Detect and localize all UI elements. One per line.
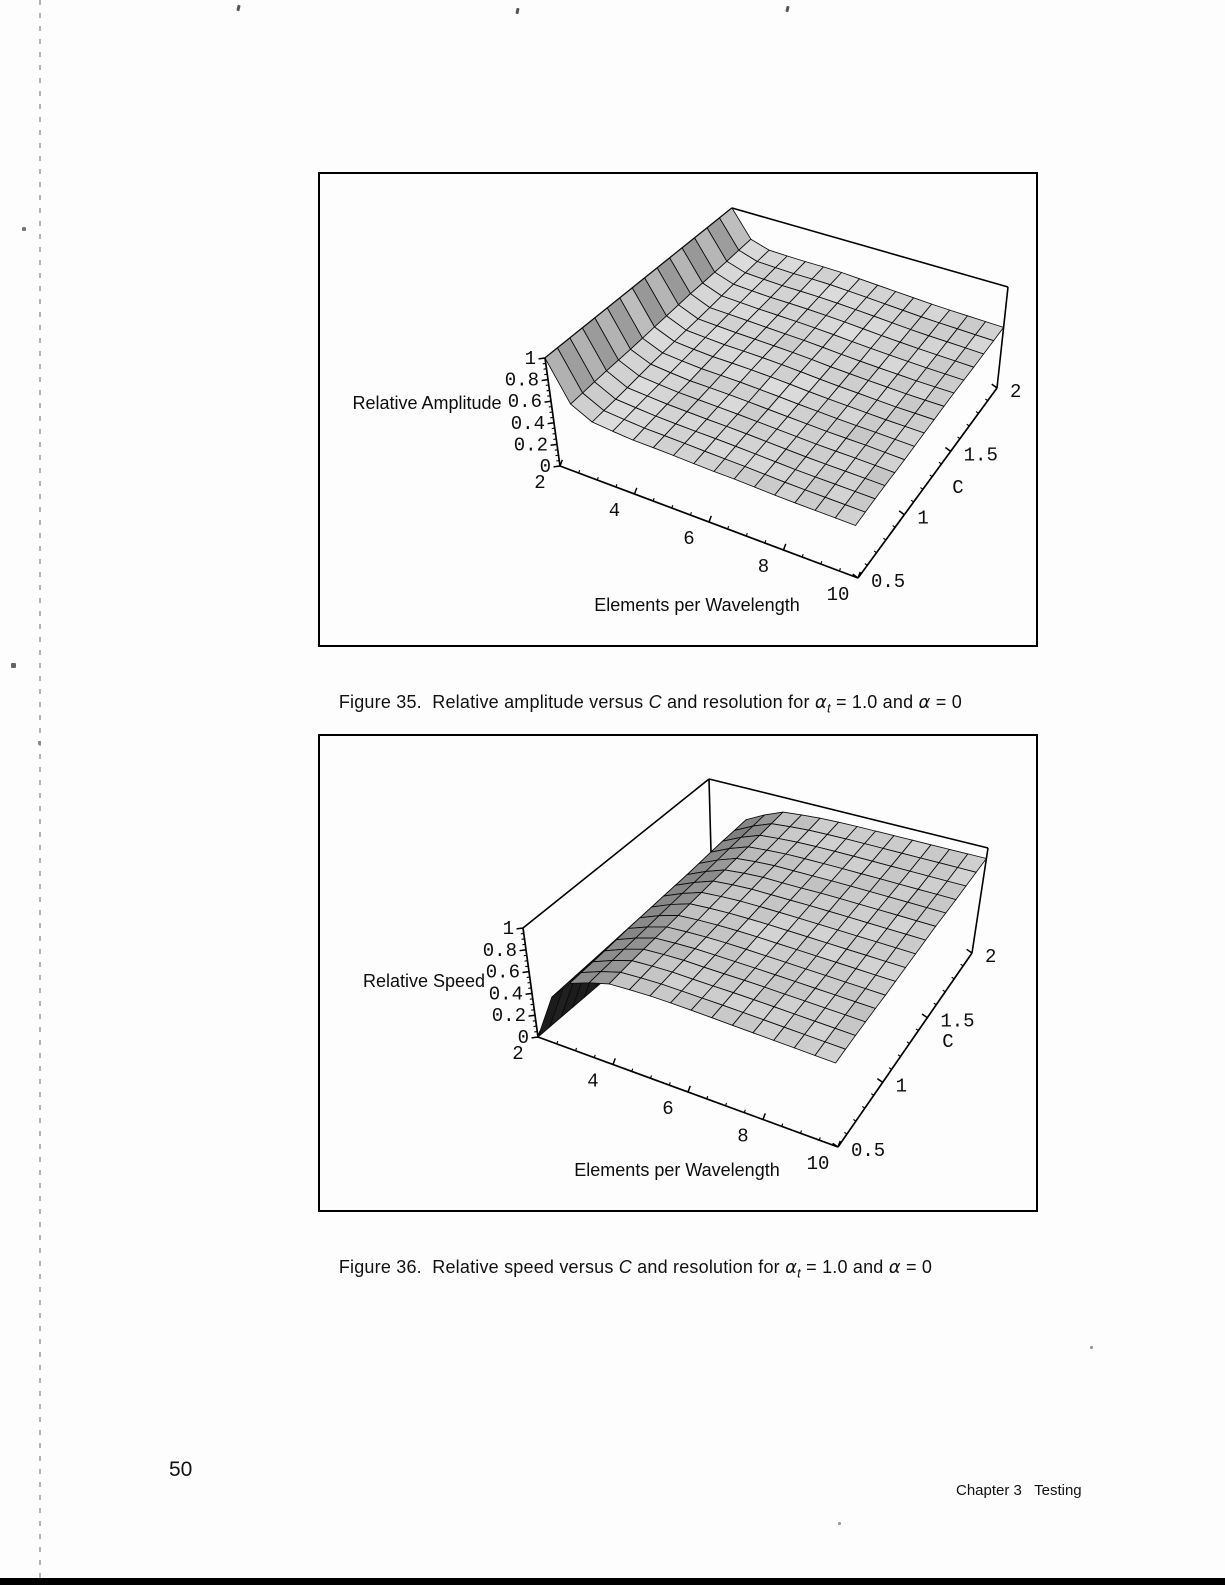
figure-36-plot xyxy=(363,779,996,1180)
z-axis-tick-label: 1 xyxy=(502,918,514,940)
c-axis-tick-label: 1.5 xyxy=(940,1010,975,1033)
caption-text: = 0 xyxy=(900,1257,933,1277)
z-axis-tick-label: 1 xyxy=(524,348,536,370)
caption-alpha: α xyxy=(814,692,827,713)
c-axis-title: C xyxy=(942,1031,954,1053)
caption-variable-c: C xyxy=(618,1257,632,1277)
footer-chapter-label: Chapter 3 Testing xyxy=(956,1482,1082,1499)
x-axis-tick-label: 6 xyxy=(662,1098,674,1120)
z-axis-tick-label: 0.6 xyxy=(485,961,520,984)
figure-35-plot xyxy=(352,208,1021,615)
x-axis-tick-label: 8 xyxy=(737,1125,749,1148)
x-axis-tick-label: 10 xyxy=(806,1153,830,1175)
caption-text: = 0 xyxy=(930,692,962,712)
caption-text: = 1.0 and xyxy=(800,1257,889,1277)
z-axis-tick-label: 0.8 xyxy=(482,939,517,962)
x-axis-title: Elements per Wavelength xyxy=(574,1160,780,1180)
plot-box-right-edge xyxy=(997,287,1008,388)
c-axis-tick-label: 1 xyxy=(895,1075,908,1098)
c-axis-tick-label: 0.5 xyxy=(851,1140,886,1162)
z-axis-tick-label: 0 xyxy=(539,456,551,478)
z-axis-tick-label: 0.8 xyxy=(504,369,539,392)
x-axis-tick-label: 10 xyxy=(826,584,850,606)
z-axis-tick-label: 0.2 xyxy=(491,1005,526,1028)
surface-mesh xyxy=(545,208,1004,526)
caption-label: Figure 36. xyxy=(338,1257,422,1277)
x-axis-tick-label: 2 xyxy=(534,472,546,494)
x-axis-tick-label: 8 xyxy=(757,556,770,578)
caption-alpha-subscript: t xyxy=(797,1265,801,1281)
z-axis-tick-label: 0 xyxy=(517,1027,529,1049)
caption-alpha: α xyxy=(918,692,931,713)
c-axis-title: C xyxy=(952,477,964,499)
caption-alpha-subscript: t xyxy=(826,700,831,716)
figure-35-caption xyxy=(318,671,962,737)
surface-mesh xyxy=(538,812,986,1063)
caption-variable-c: C xyxy=(648,692,662,712)
caption-alpha: α xyxy=(785,1257,798,1278)
x-axis-tick-label: 4 xyxy=(608,500,621,522)
x-axis-tick-label: 4 xyxy=(587,1070,599,1093)
page-number: 50 xyxy=(169,1458,193,1481)
caption-text: and resolution for xyxy=(631,1257,786,1277)
z-axis-title: Relative Amplitude xyxy=(352,393,502,413)
caption-text: = 1.0 and xyxy=(830,692,919,712)
c-axis-tick-label: 1 xyxy=(917,507,929,530)
c-axis-tick-label: 1.5 xyxy=(963,444,998,467)
z-axis-tick-label: 0.4 xyxy=(510,412,545,435)
figure-36-caption xyxy=(318,1236,932,1302)
caption-text: Relative amplitude versus xyxy=(421,692,649,712)
x-axis-tick-label: 6 xyxy=(683,528,695,550)
c-axis-tick-label: 0.5 xyxy=(871,571,906,593)
caption-alpha: α xyxy=(888,1257,901,1278)
x-axis-tick-label: 2 xyxy=(512,1043,524,1065)
z-axis-tick-label: 0.2 xyxy=(513,434,548,457)
scan-artifact-bottom-bar xyxy=(0,1578,1225,1585)
z-axis-tick-label: 0.4 xyxy=(488,983,523,1006)
z-axis-title: Relative Speed xyxy=(362,971,486,991)
x-axis-title: Elements per Wavelength xyxy=(594,595,800,615)
caption-label: Figure 35. xyxy=(338,692,422,712)
c-axis-tick-label: 2 xyxy=(1010,381,1022,403)
caption-text: Relative speed versus xyxy=(421,1257,619,1277)
z-axis-tick-label: 0.6 xyxy=(507,391,542,414)
caption-text: and resolution for xyxy=(661,692,815,712)
c-axis-tick-label: 2 xyxy=(985,946,997,968)
